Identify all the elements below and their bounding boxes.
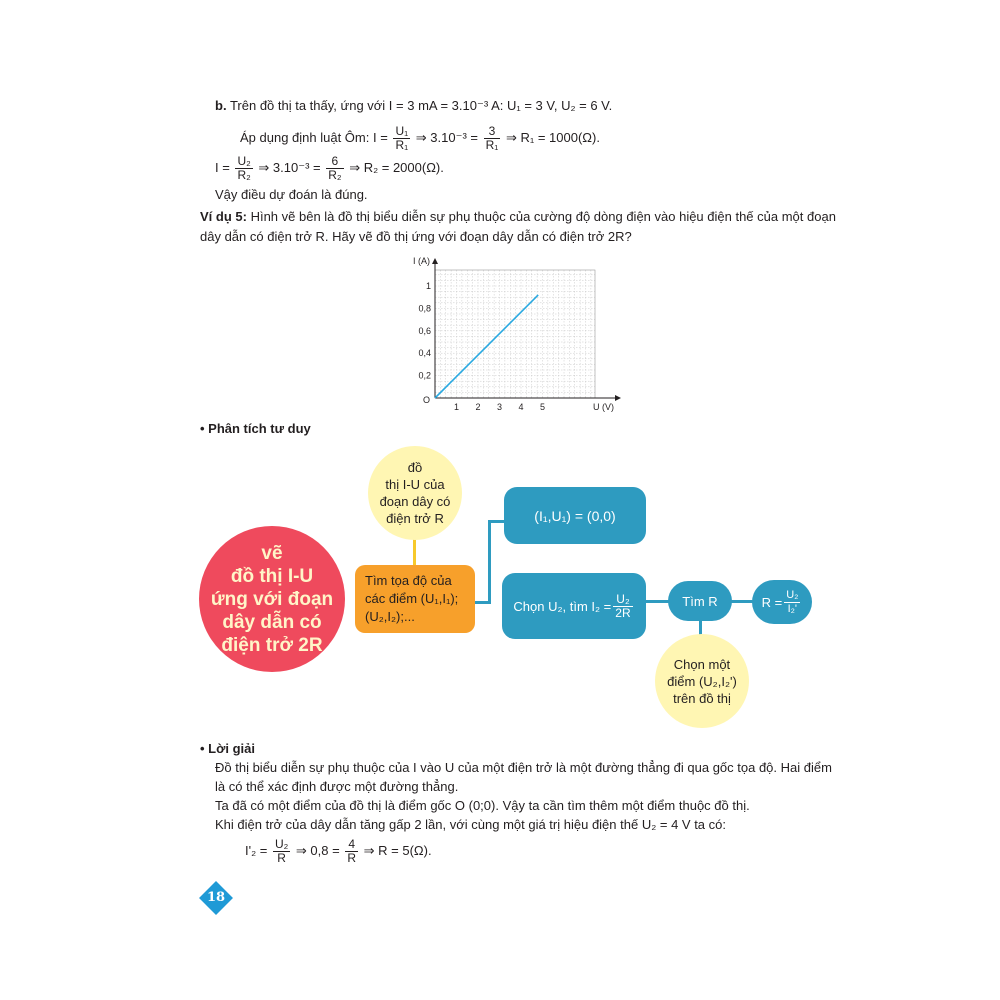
page-number: 18 xyxy=(206,890,226,905)
y-axis-arrow-icon xyxy=(432,258,438,264)
denominator: R₂ xyxy=(237,168,251,183)
find-box-line: Tìm tọa độ của xyxy=(365,573,452,588)
example5-line2: dây dẫn có điện trở R. Hãy vẽ đồ thị ứng với đoạn dây dẫn có điện trở 2R? xyxy=(200,229,632,244)
analysis-heading: • Phân tích tư duy xyxy=(200,421,311,436)
connector-choose xyxy=(646,600,670,603)
find-box-line: (U₂,I₂);... xyxy=(365,609,415,624)
y-tick-label: 0,2 xyxy=(418,370,431,381)
chart-grid xyxy=(435,270,595,398)
find-r-box: Tìm R xyxy=(668,581,732,621)
grid-border xyxy=(435,270,595,398)
part-b-text: Trên đồ thị ta thấy, ứng với I = 3 mA = 3.10⁻³ A: U₁ = 3 V, U₂ = 6 V. xyxy=(229,98,613,113)
y-tick-label: 0,6 xyxy=(418,325,431,336)
r-formula-box xyxy=(752,580,812,624)
x-tick-label: 4 xyxy=(518,402,524,412)
bubble-line: thị I-U của xyxy=(385,477,445,492)
denominator: R xyxy=(347,851,356,866)
fraction xyxy=(484,125,501,152)
x-tick-label: 2 xyxy=(475,402,481,412)
bubble-line: Chọn một xyxy=(673,656,731,672)
denominator: R₂ xyxy=(328,168,342,183)
numerator: U₁ xyxy=(395,124,409,139)
i-u-chart xyxy=(400,248,630,420)
choose-eq: I₂ = xyxy=(591,598,612,614)
solution-heading: • Lời giải xyxy=(200,741,255,756)
numerator: 4 xyxy=(345,838,358,852)
eq-text: ⇒ 0,8 = xyxy=(295,843,340,858)
solution-equation xyxy=(245,836,432,866)
eq-text: ⇒ R₁ = 1000(Ω). xyxy=(505,130,600,145)
eq-text: I'₂ = xyxy=(245,843,268,858)
page-number-badge xyxy=(200,882,232,914)
top-bubble xyxy=(368,446,462,540)
numerator: 6 xyxy=(326,155,343,169)
fraction xyxy=(345,838,358,865)
connector-vertical xyxy=(488,520,491,604)
numerator: U₂ xyxy=(786,588,799,601)
denominator: 2R xyxy=(615,605,631,620)
denominator: R₁ xyxy=(395,138,409,153)
center-line: điện trở 2R xyxy=(221,634,323,656)
x-axis-label: U (V) xyxy=(593,402,614,412)
numerator: 3 xyxy=(484,125,501,139)
example5-label: Ví dụ 5: xyxy=(200,209,247,224)
choose-text: Chọn U₂, tìm xyxy=(513,598,588,614)
find-box-line: các điểm (U₁,I₁); xyxy=(365,591,459,606)
r-eq: R = xyxy=(761,594,783,610)
eq-text: ⇒ R = 5(Ω). xyxy=(363,843,432,858)
denominator: R xyxy=(277,851,286,866)
center-bubble xyxy=(199,526,345,672)
denominator: I₂' xyxy=(787,602,798,615)
x-tick-label: 1 xyxy=(453,402,460,412)
x-tick-label: 5 xyxy=(539,402,546,412)
example5-text1: Hình vẽ bên là đồ thị biểu diễn sự phụ thuộc của cường độ dòng điện vào hiệu điện thế của một đoạn xyxy=(250,209,836,224)
connector-findr xyxy=(730,600,754,603)
origin-label: O xyxy=(423,395,431,405)
find-coordinates-box xyxy=(355,565,475,633)
bubble-line: trên đồ thị xyxy=(673,690,731,706)
part-b-label: b. xyxy=(215,98,227,113)
connector-top xyxy=(413,537,416,567)
fraction xyxy=(273,838,290,865)
numerator: U₂ xyxy=(237,154,251,169)
center-line: đồ thị I-U xyxy=(230,565,314,587)
eq-text: ⇒ 3.10⁻³ = xyxy=(258,160,321,175)
part-b-line2 xyxy=(240,123,600,153)
center-line: dây dẫn có xyxy=(222,611,322,633)
choose-point-box xyxy=(502,573,646,639)
conclusion: Vậy điều dự đoán là đúng. xyxy=(215,187,368,202)
y-tick-label: 0,8 xyxy=(418,303,431,314)
y-axis-label: I (A) xyxy=(413,256,430,266)
solution-p3: Ta đã có một điểm của đồ thị là điểm gốc O (0;0). Vậy ta cần tìm thêm một điểm thuộc đồ thị. xyxy=(215,798,750,813)
eq-text: ⇒ 3.10⁻³ = xyxy=(415,130,478,145)
numerator: U₂ xyxy=(613,593,632,607)
part-b-line3 xyxy=(215,153,444,183)
fraction xyxy=(326,155,343,182)
bubble-line: điện trở R xyxy=(386,511,444,526)
x-tick-label: 3 xyxy=(496,402,503,412)
chart-series xyxy=(435,295,538,398)
denominator: R₁ xyxy=(485,138,499,153)
bubble-line: đoạn dây có xyxy=(379,494,451,509)
eq-text: I = xyxy=(215,160,230,175)
eq-text: I = xyxy=(372,130,388,145)
fraction xyxy=(235,155,252,182)
fraction xyxy=(393,125,410,152)
numerator: U₂ xyxy=(274,837,289,852)
origin-point-box: (I₁,U₁) = (0,0) xyxy=(504,487,646,544)
center-line: ứng với đoạn xyxy=(210,588,334,610)
x-axis-arrow-icon xyxy=(615,395,621,401)
ohm-law-label: Áp dụng định luật Ôm: xyxy=(240,130,370,145)
example5-line1 xyxy=(200,209,836,225)
series-line-R xyxy=(435,295,538,398)
center-line: vẽ xyxy=(261,542,283,564)
fraction xyxy=(784,589,800,616)
solution-p2: là có thể xác định được một đường thẳng. xyxy=(215,779,459,794)
part-b-line1 xyxy=(215,98,612,114)
eq-text: ⇒ R₂ = 2000(Ω). xyxy=(349,160,444,175)
bottom-bubble xyxy=(655,634,749,728)
y-tick-label: 0,4 xyxy=(418,348,431,359)
y-tick-label: 1 xyxy=(425,281,431,291)
fraction xyxy=(613,593,632,620)
solution-p4: Khi điện trở của dây dẫn tăng gấp 2 lần, với cùng một giá trị hiệu điện thế U₂ = 4 V ta có: xyxy=(215,817,726,832)
bubble-line: điểm (U₂,I₂') xyxy=(667,673,737,689)
bubble-line: đồ xyxy=(407,460,423,475)
solution-p1: Đồ thị biểu diễn sự phụ thuộc của I vào U của một điện trở là một đường thẳng đi qua gốc tọa độ. Hai điểm xyxy=(215,760,832,775)
